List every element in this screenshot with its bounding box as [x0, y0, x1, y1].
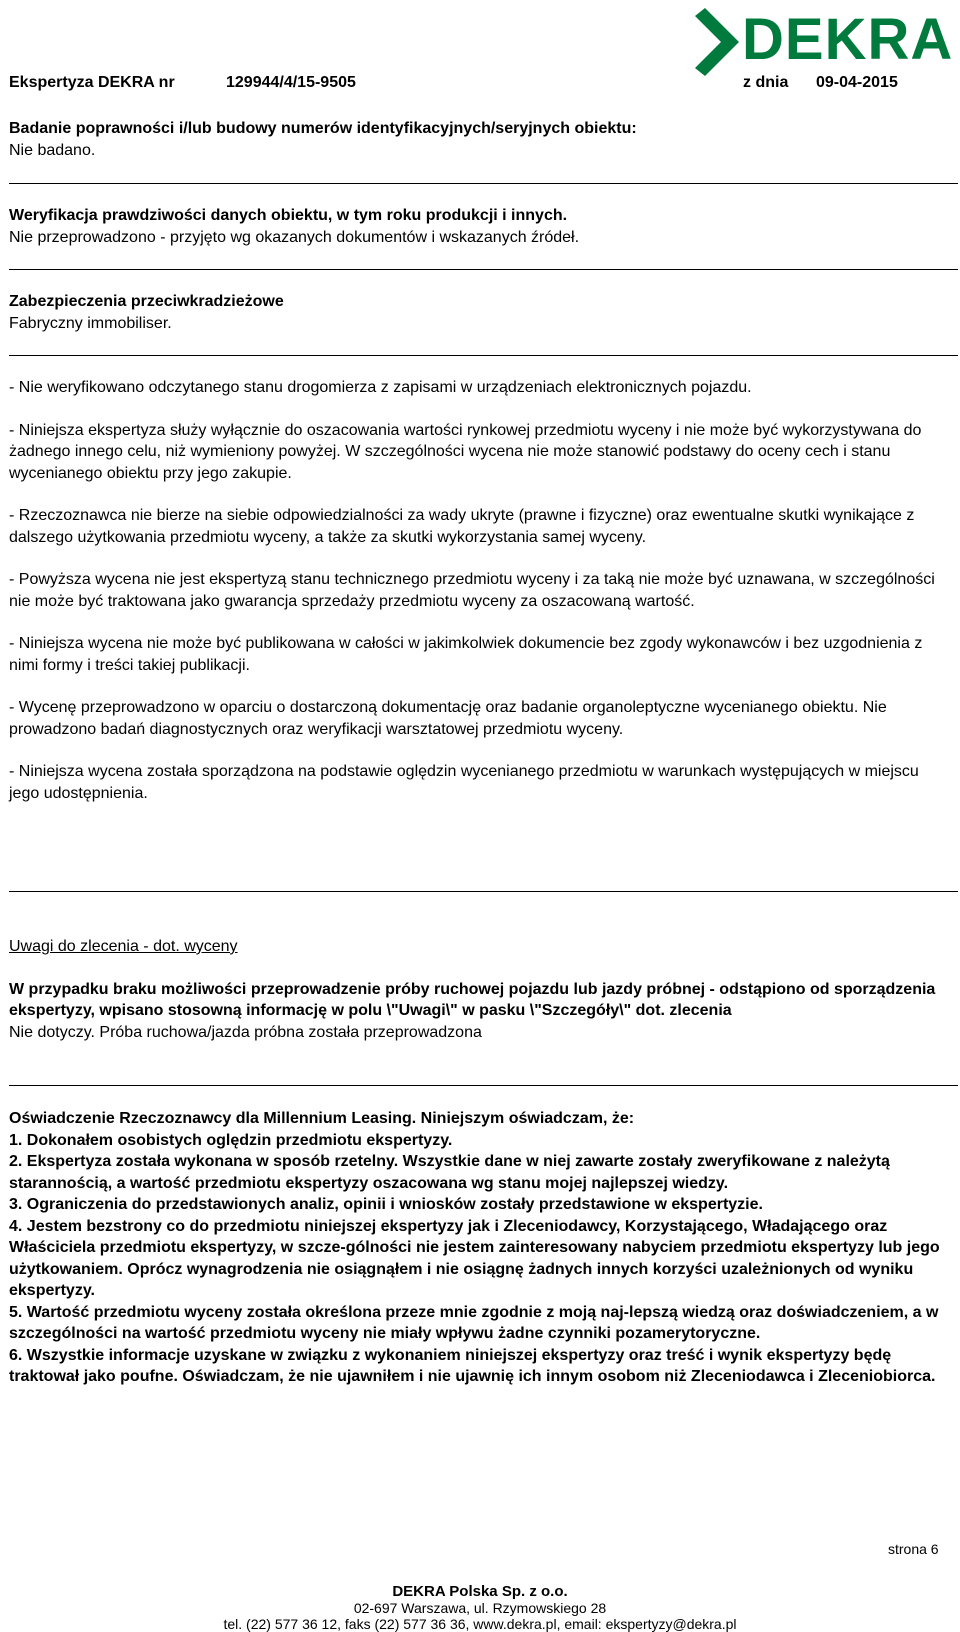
- divider: [9, 1085, 958, 1086]
- note-item: - Niniejsza wycena nie może być publikowana w całości w jakimkolwiek dokumencie bez zgody wykonawców i bez uzgodnienia z nimi formy i treści takiej publikacji.: [9, 635, 923, 674]
- note-item: - Wycenę przeprowadzono w oparciu o dostarczoną dokumentację oraz badanie organoleptyczne wycenianego obiektu. Nie prowadzono badań diagnostycznych oraz weryfikacji warsztatowej przedmiotu wyceny.: [9, 699, 887, 738]
- section-antitheft: [9, 291, 951, 334]
- company-name: DEKRA Polska Sp. z o.o.: [392, 1583, 568, 1600]
- divider: [9, 355, 958, 356]
- remarks-answer: Nie dotyczy. Próba ruchowa/jazda próbna została przeprowadzona: [9, 1023, 482, 1041]
- note-item: - Niniejsza wycena została sporządzona na podstawie oględzin wycenianego przedmiotu w warunkach występujących w miejscu jego udostępnienia.: [9, 763, 919, 802]
- notes-list: [9, 377, 951, 804]
- report-label: Ekspertyza DEKRA nr: [9, 74, 175, 91]
- note-item: - Niniejsza ekspertyza służy wyłącznie do oszacowania wartości rynkowej przedmiotu wyceny i nie może być wykorzystywana do żadnego innego celu, niż wymieniony powyżej. W szczególności wycena nie może stanowić podstawy do oceny cech i stanu wycenianego obiektu przy jego zakupie.: [9, 421, 922, 482]
- declaration-item: 5. Wartość przedmiotu wyceny została określona przeze mnie zgodnie z moją naj-lepszą wiedzą oraz doświadczeniem, a w szczególności na wartość przedmiotu wyceny nie miały wpływu żadne czynniki pozamerytoryczne.: [9, 1303, 939, 1342]
- logo-text: DEKRA: [742, 7, 954, 72]
- declaration-item: 2. Ekspertyza została wykonana w sposób rzetelny. Wszystkie dane w niej zawarte zostały zweryfikowane z należytą starannością, a wartość przedmiotu ekspertyzy oszacowana wg stanu mojej najlepszej wiedzy.: [9, 1153, 890, 1192]
- section-verification: [9, 205, 951, 248]
- page-number: strona 6: [888, 1541, 939, 1557]
- section-value: Nie przeprowadzono - przyjęto wg okazanych dokumentów i wskazanych źródeł.: [9, 228, 580, 246]
- remarks-heading: Uwagi do zlecenia - dot. wyceny: [9, 938, 238, 955]
- note-item: - Powyższa wycena nie jest ekspertyzą stanu technicznego przedmiotu wyceny i za taką nie może być uznawana, w szczególności nie może być traktowana jako gwarancja sprzedaży przedmiotu wyceny za oszacowaną wartość.: [9, 571, 935, 610]
- note-item: - Rzeczoznawca nie bierze na siebie odpowiedzialności za wady ukryte (prawne i fizyczne) oraz ewentualne skutki wynikające z dalszego użytkowania przedmiotu wyceny, a także za skutki wykorzystania samej wyceny.: [9, 507, 915, 546]
- footer-address: 02-697 Warszawa, ul. Rzymowskiego 28: [353, 1600, 607, 1616]
- declaration-item: 1. Dokonałem osobistych oględzin przedmiotu ekspertyzy.: [9, 1131, 453, 1149]
- section-remarks: [9, 936, 951, 1043]
- declaration-item: 3. Ograniczenia do przedstawionych analiz, opinii i wniosków zostały przedstawione w ekspertyzie.: [9, 1196, 763, 1213]
- section-title: Badanie poprawności i/lub budowy numerów identyfikacyjnych/seryjnych obiektu:: [9, 120, 637, 137]
- section-value: Fabryczny immobiliser.: [9, 314, 172, 332]
- divider: [9, 183, 958, 184]
- note-item: - Nie weryfikowano odczytanego stanu drogomierza z zapisami w urządzeniach elektronicznych pojazdu.: [9, 379, 752, 396]
- section-numbers: [9, 118, 951, 161]
- report-date: 09-04-2015: [816, 74, 898, 91]
- section-title: Weryfikacja prawdziwości danych obiektu, w tym roku produkcji i innych.: [9, 207, 568, 224]
- report-date-label: z dnia: [743, 74, 789, 91]
- declaration-item: 4. Jestem bezstrony co do przedmiotu niniejszej ekspertyzy jak i Zleceniodawcy, Korzystającego, Władającego oraz Właściciela przedmiotu ekspertyzy, w szcze-gólności nie jestem zainteresowany nabyciem przedmiotu ekspertyzy lub jego użytkowaniem. Oprócz wynagrodzenia nie osiągnąłem i nie osiągnę żadnych innych korzyści uzależnionych od wyniku ekspertyzy.: [9, 1217, 940, 1299]
- section-declaration: [9, 1108, 951, 1388]
- declaration-item: 6. Wszystkie informacje uzyskane w związku z wykonaniem niniejszej ekspertyzy oraz treść i wynik ekspertyzy będę traktował jako poufne. Oświadczam, że nie ujawniłem i nie ujawnię ich innym osobom niż Zleceniodawca i Zleceniobiorca.: [9, 1346, 936, 1385]
- divider: [9, 891, 958, 892]
- footer-contact: tel. (22) 577 36 12, faks (22) 577 36 36, www.dekra.pl, email: ekspertyzy@dekra.pl: [223, 1616, 737, 1632]
- report-number: 129944/4/15-9505: [226, 74, 356, 91]
- section-title: Zabezpieczenia przeciwkradzieżowe: [9, 293, 284, 310]
- remarks-question: W przypadku braku możliwości przeprowadzenie próby ruchowej pojazdu lub jazdy próbnej - odstąpiono od sporządzenia ekspertyzy, wpisano stosowną informację w polu \"Uwagi\" w pasku \"Szczegóły\" dot. zlecenia: [9, 980, 936, 1019]
- footer-company: [0, 1584, 960, 1600]
- declaration-title: Oświadczenie Rzeczoznawcy dla Millennium Leasing. Niniejszym oświadczam, że:: [9, 1110, 635, 1127]
- divider: [9, 269, 958, 270]
- section-value: Nie badano.: [9, 141, 96, 159]
